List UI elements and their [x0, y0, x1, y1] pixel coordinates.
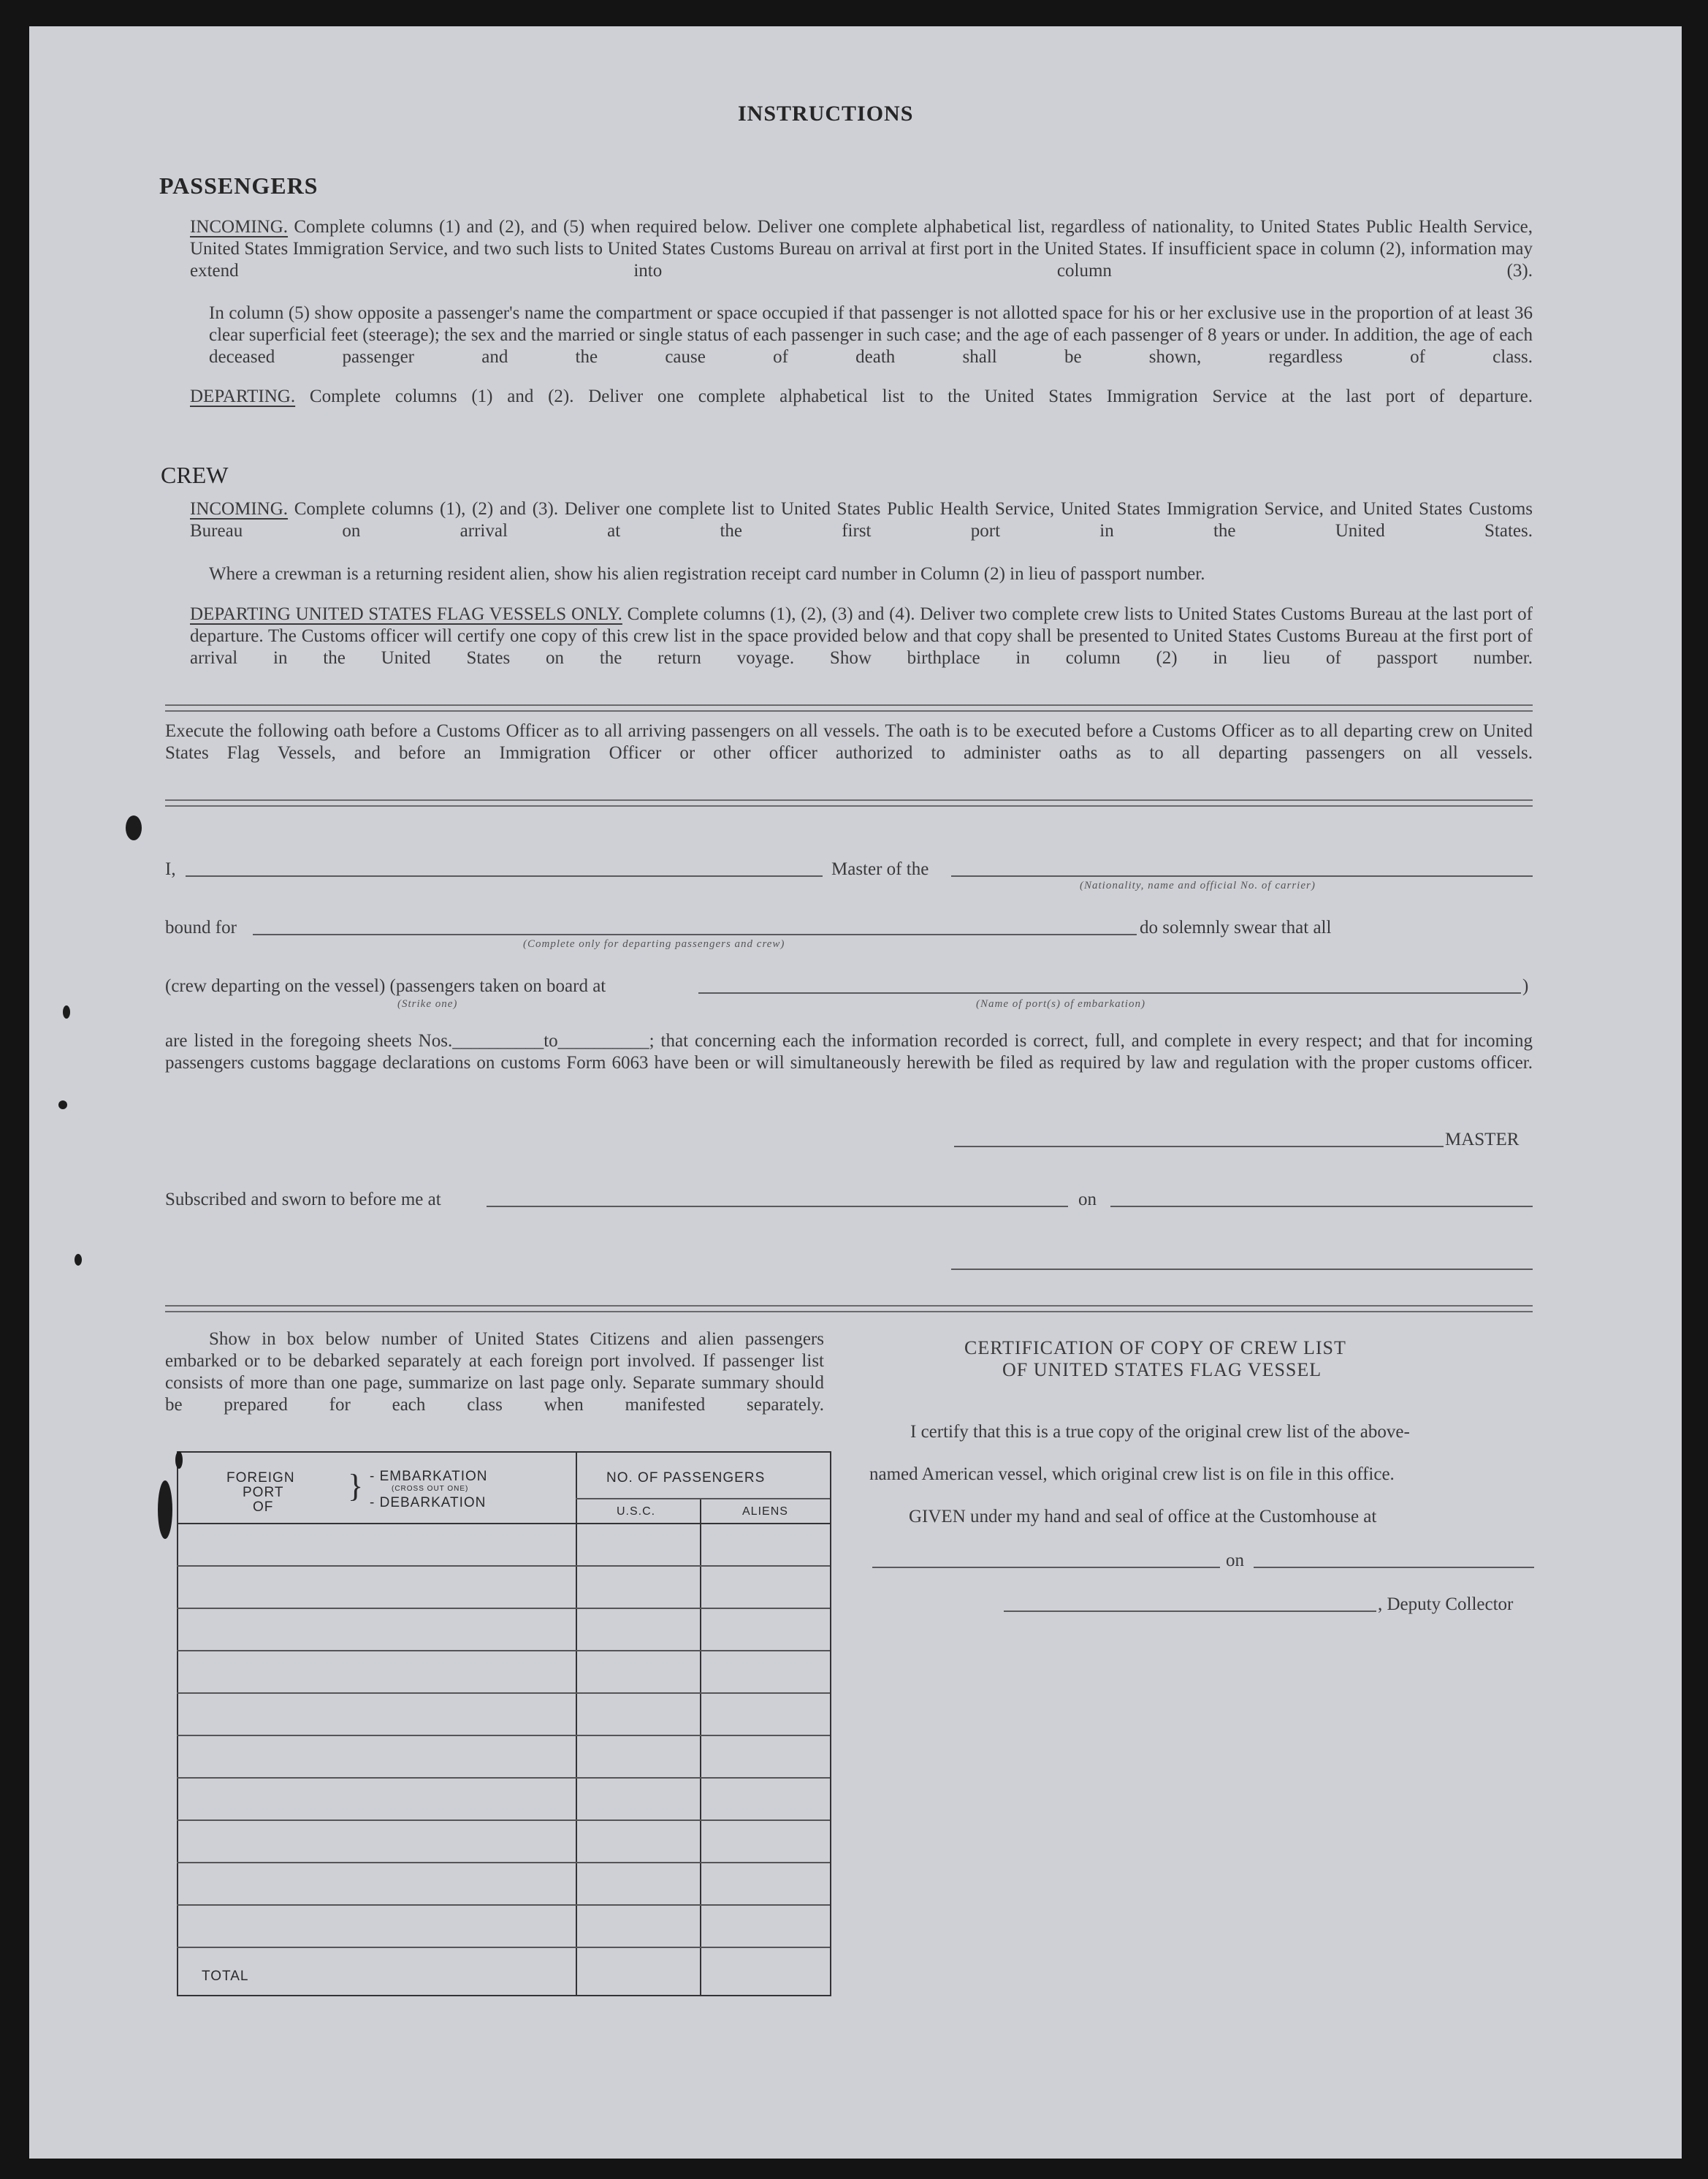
- ink-smudge: [158, 1480, 172, 1539]
- table-subheader-rule: [576, 1498, 830, 1499]
- ink-smudge: [75, 1254, 82, 1266]
- embarkation-port-field[interactable]: [698, 992, 1521, 994]
- col-of: OF: [253, 1499, 274, 1515]
- close-paren: ): [1522, 976, 1529, 996]
- crew-incoming-text: Complete columns (1), (2) and (3). Deliver one complete list to United States Public Health Service, United States Immigration Service, and United States Customs Bureau on arrival at the first port in the United States.: [190, 499, 1533, 541]
- form-page: [29, 26, 1682, 2159]
- table-row: [177, 1735, 830, 1736]
- crew-incoming-label: INCOMING.: [190, 499, 289, 519]
- oath-intro-paragraph: Execute the following oath before a Customs Officer as to all arriving passengers on all vessels. The oath is to be executed before a Customs Officer as to all departing crew on United States Flag Vessels, and before an Immigration Officer or other officer authorized to administer oaths as to all departing passengers on all vessels.: [165, 721, 1533, 763]
- passengers-departing-paragraph: [190, 386, 1533, 430]
- aliens-header: ALIENS: [742, 1505, 788, 1518]
- subscribed-place-field[interactable]: [487, 1206, 1068, 1207]
- crew-passengers-strike-label: (crew departing on the vessel) (passengers taken on board at: [165, 976, 606, 996]
- strike-one-caption: (Strike one): [397, 998, 458, 1010]
- col-port: PORT: [243, 1485, 284, 1500]
- section-divider: [165, 704, 1533, 712]
- usc-header: U.S.C.: [617, 1505, 656, 1518]
- total-label: TOTAL: [202, 1969, 249, 1984]
- subscribed-on-label: on: [1078, 1190, 1097, 1209]
- certify-line-1: I certify that this is a true copy of the original crew list of the above-: [910, 1422, 1410, 1442]
- carrier-field[interactable]: [951, 875, 1533, 877]
- brace-glyph: }: [348, 1468, 364, 1504]
- passengers-column5-paragraph: In column (5) show opposite a passenger's name the compartment or space occupied if that passenger is not allotted space for his or her exclusive use in the proportion of at least 36 clear superficial feet (steerage); the sex and the married or single status of each passenger in such case; and the age of each passenger of 8 years or under. In addition, the age of each deceased passenger and the cause of death shall be shown, regardless of class.: [209, 303, 1533, 367]
- table-col-divider-2: [700, 1498, 701, 1995]
- table-row: [177, 1692, 830, 1694]
- passengers-departing-label: DEPARTING.: [190, 387, 296, 406]
- crew-departing-text: Complete columns (1), (2), (3) and (4). Deliver two complete crew lists to United States Customs Bureau at the last port of departure. The Customs officer will certify one copy of this crew list in the space provided below and that copy shall be presented to United States Customs Bureau at the first port of arrival in the United States on the return voyage. Show birthplace in column (2) in lieu of passport number.: [190, 604, 1533, 668]
- debarkation-option[interactable]: - DEBARKATION: [370, 1495, 487, 1510]
- bound-for-field[interactable]: [253, 934, 1137, 935]
- table-row: [177, 1904, 830, 1906]
- no-passengers-header: NO. OF PASSENGERS: [606, 1470, 766, 1486]
- deputy-collector-label: , Deputy Collector: [1378, 1594, 1514, 1614]
- table-total-rule: [177, 1947, 830, 1948]
- master-of-the-label: Master of the: [831, 859, 929, 879]
- embarkation-option[interactable]: - EMBARKATION: [370, 1469, 488, 1484]
- table-header-rule: [177, 1523, 830, 1524]
- ink-smudge: [63, 1005, 70, 1019]
- complete-only-caption: (Complete only for departing passengers and crew): [523, 938, 785, 950]
- ports-caption: (Name of port(s) of embarkation): [976, 998, 1145, 1010]
- customhouse-place-field[interactable]: [872, 1567, 1220, 1568]
- passengers-heading: PASSENGERS: [159, 172, 319, 199]
- crew-incoming-paragraph: [190, 498, 1533, 564]
- passengers-incoming-paragraph: [190, 216, 1533, 304]
- crew-heading: CREW: [161, 462, 229, 488]
- nationality-caption: (Nationality, name and official No. of carrier): [1080, 880, 1316, 891]
- ink-smudge: [58, 1100, 67, 1109]
- passengers-incoming-label: INCOMING.: [190, 217, 289, 237]
- table-row: [177, 1777, 830, 1779]
- ink-smudge: [126, 815, 142, 840]
- given-line: GIVEN under my hand and seal of office at the Customhouse at: [909, 1507, 1377, 1526]
- oath-divider: [165, 799, 1533, 807]
- lower-divider: [165, 1305, 1533, 1312]
- deputy-signature-field[interactable]: [1004, 1611, 1376, 1612]
- crew-resident-paragraph: Where a crewman is a returning resident alien, show his alien registration receipt card number in Column (2) in lieu of passport number.: [209, 564, 1205, 584]
- col-foreign: FOREIGN: [226, 1470, 295, 1486]
- table-row: [177, 1650, 830, 1651]
- officer-signature-field[interactable]: [951, 1269, 1533, 1270]
- certification-heading-2: OF UNITED STATES FLAG VESSEL: [1002, 1359, 1322, 1380]
- summary-instructions: Show in box below number of United States Citizens and alien passengers embarked or to be debarked separately at each foreign port involved. If passenger list consists of more than one page, summarize on last page only. Separate summary should be prepared for each class when manifested separately.: [165, 1329, 824, 1415]
- master-signature-label: MASTER: [1445, 1130, 1520, 1149]
- certification-on-label: on: [1226, 1551, 1244, 1570]
- passenger-summary-table: [177, 1451, 831, 1996]
- customhouse-date-field[interactable]: [1254, 1567, 1534, 1568]
- ink-smudge: [175, 1451, 183, 1469]
- subscribed-label: Subscribed and sworn to before me at: [165, 1190, 441, 1209]
- passengers-incoming-text: Complete columns (1) and (2), and (5) when required below. Deliver one complete alphabetical list, regardless of nationality, to United States Public Health Service, United States Immigration Service, and two such lists to United States Customs Bureau on arrival at first port in the United States. If insufficient space in column (2), information may extend into column (3).: [190, 217, 1533, 281]
- table-row: [177, 1862, 830, 1863]
- listed-paragraph: are listed in the foregoing sheets Nos.__________to__________; that concerning each the information recorded is correct, full, and complete in every respect; and that for incoming passengers customs baggage declarations on customs Form 6063 have been or will simultaneously herewith be filed as required by law and regulation with the proper customs officer.: [165, 1031, 1533, 1073]
- master-name-field[interactable]: [186, 875, 823, 877]
- bound-for-label: bound for: [165, 918, 237, 938]
- table-row: [177, 1608, 830, 1609]
- certification-heading-1: CERTIFICATION OF COPY OF CREW LIST: [964, 1337, 1346, 1358]
- certify-line-2: named American vessel, which original crew list is on file in this office.: [869, 1464, 1395, 1484]
- crew-departing-label: DEPARTING UNITED STATES FLAG VESSELS ONLY.: [190, 604, 622, 624]
- subscribed-date-field[interactable]: [1110, 1206, 1533, 1207]
- master-signature-field[interactable]: [954, 1146, 1444, 1147]
- solemnly-swear-label: do solemnly swear that all: [1140, 918, 1332, 938]
- passengers-departing-text: Complete columns (1) and (2). Deliver one complete alphabetical list to the United States Immigration Service at the last port of departure.: [309, 387, 1533, 406]
- oath-i-label: I,: [165, 859, 176, 879]
- table-row: [177, 1565, 830, 1567]
- table-row: [177, 1819, 830, 1821]
- cross-out-caption: (CROSS OUT ONE): [392, 1485, 469, 1493]
- page-title: INSTRUCTIONS: [738, 102, 914, 126]
- table-col-divider-1: [576, 1451, 577, 1995]
- crew-departing-paragraph: [190, 604, 1533, 691]
